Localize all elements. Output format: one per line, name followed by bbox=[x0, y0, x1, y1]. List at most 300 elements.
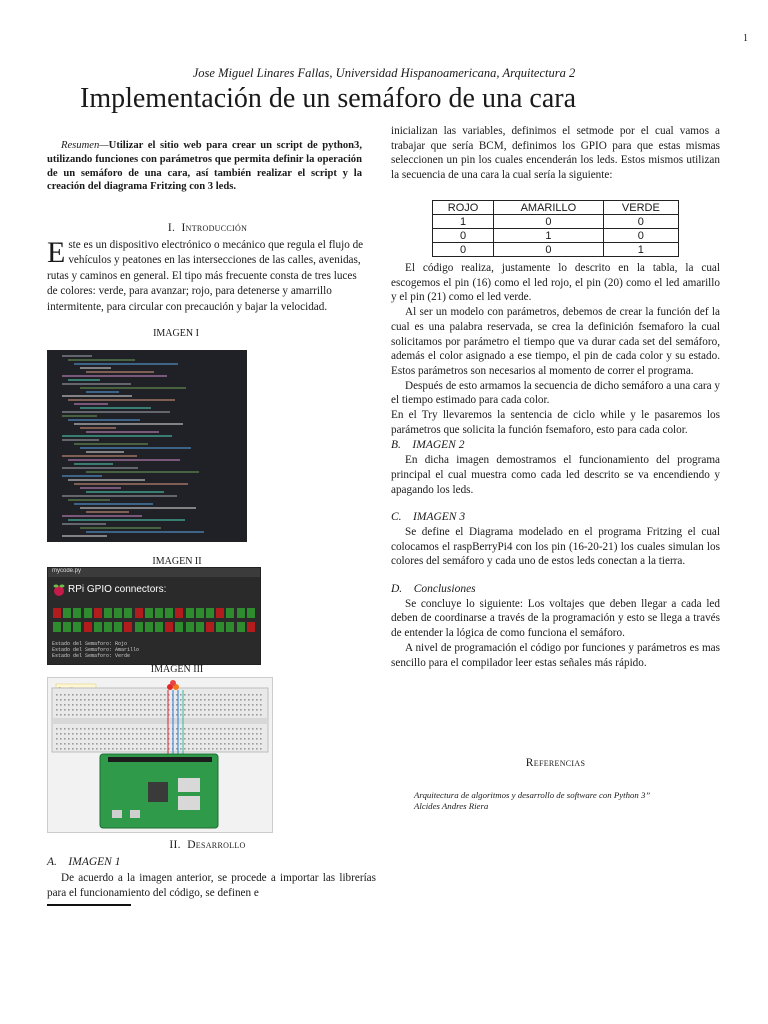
breadboard-hole bbox=[228, 699, 230, 701]
code-line bbox=[68, 379, 100, 381]
breadboard-hole bbox=[56, 728, 58, 730]
references-heading: Referencias bbox=[525, 757, 586, 769]
breadboard-hole bbox=[224, 728, 226, 730]
page-number: 1 bbox=[743, 33, 748, 44]
breadboard-hole bbox=[212, 714, 214, 716]
breadboard-hole bbox=[72, 728, 74, 730]
breadboard-hole bbox=[252, 748, 254, 750]
breadboard-hole bbox=[232, 694, 234, 696]
breadboard-hole bbox=[188, 748, 190, 750]
breadboard-hole bbox=[148, 738, 150, 740]
breadboard-hole bbox=[240, 709, 242, 711]
gpio-pin bbox=[124, 622, 132, 632]
breadboard-hole bbox=[136, 748, 138, 750]
breadboard-hole bbox=[196, 714, 198, 716]
breadboard-hole bbox=[184, 709, 186, 711]
breadboard-hole bbox=[248, 738, 250, 740]
breadboard-hole bbox=[140, 743, 142, 745]
paragraph: Se define el Diagrama modelado en el programa Fritzing el cual colocamos el raspBerryPi4 con los pin (16-20-21) los cuales simulan los colores del semáforo y cada uno de estos leds conectan a la tierra. bbox=[391, 525, 720, 568]
breadboard-hole bbox=[116, 709, 118, 711]
breadboard-hole bbox=[240, 699, 242, 701]
breadboard-hole bbox=[84, 738, 86, 740]
gpio-pin bbox=[216, 608, 224, 618]
breadboard-hole bbox=[232, 748, 234, 750]
breadboard-hole bbox=[244, 699, 246, 701]
breadboard-hole bbox=[200, 709, 202, 711]
breadboard-hole bbox=[144, 738, 146, 740]
table-row bbox=[433, 243, 679, 257]
breadboard-hole bbox=[236, 704, 238, 706]
gpio-pin bbox=[175, 608, 183, 618]
breadboard-hole bbox=[128, 743, 130, 745]
breadboard-hole bbox=[232, 704, 234, 706]
breadboard-hole bbox=[164, 699, 166, 701]
code-line bbox=[62, 495, 177, 497]
breadboard-hole bbox=[88, 699, 90, 701]
table-cell: 0 bbox=[494, 243, 604, 257]
breadboard-hole bbox=[76, 709, 78, 711]
breadboard-hole bbox=[132, 714, 134, 716]
code-line bbox=[62, 435, 172, 437]
gpio-pin bbox=[145, 622, 153, 632]
breadboard-hole bbox=[120, 694, 122, 696]
breadboard-hole bbox=[136, 699, 138, 701]
breadboard-hole bbox=[204, 733, 206, 735]
breadboard-hole bbox=[152, 748, 154, 750]
breadboard-hole bbox=[256, 743, 258, 745]
breadboard-hole bbox=[64, 704, 66, 706]
gpio-pin bbox=[94, 622, 102, 632]
breadboard-hole bbox=[92, 699, 94, 701]
breadboard-hole bbox=[72, 699, 74, 701]
code-line bbox=[80, 367, 111, 369]
breadboard-hole bbox=[64, 699, 66, 701]
breadboard-hole bbox=[88, 728, 90, 730]
code-line bbox=[62, 535, 107, 537]
breadboard-hole bbox=[96, 733, 98, 735]
breadboard-hole bbox=[100, 699, 102, 701]
breadboard-hole bbox=[236, 748, 238, 750]
breadboard-hole bbox=[108, 748, 110, 750]
breadboard-hole bbox=[200, 704, 202, 706]
breadboard-hole bbox=[124, 704, 126, 706]
breadboard-hole bbox=[104, 694, 106, 696]
breadboard-hole bbox=[192, 704, 194, 706]
breadboard-hole bbox=[152, 714, 154, 716]
breadboard-hole bbox=[160, 699, 162, 701]
breadboard-hole bbox=[80, 714, 82, 716]
breadboard-hole bbox=[84, 709, 86, 711]
breadboard-hole bbox=[176, 709, 178, 711]
breadboard-hole bbox=[120, 743, 122, 745]
breadboard-hole bbox=[68, 748, 70, 750]
breadboard-hole bbox=[156, 743, 158, 745]
breadboard-hole bbox=[116, 694, 118, 696]
breadboard-hole bbox=[108, 738, 110, 740]
breadboard-hole bbox=[80, 709, 82, 711]
breadboard-hole bbox=[148, 728, 150, 730]
breadboard-hole bbox=[160, 694, 162, 696]
figure-3-fritzing-diagram bbox=[47, 677, 273, 833]
breadboard-hole bbox=[92, 743, 94, 745]
breadboard-hole bbox=[236, 709, 238, 711]
breadboard-hole bbox=[200, 733, 202, 735]
breadboard-hole bbox=[204, 694, 206, 696]
breadboard-hole bbox=[76, 728, 78, 730]
breadboard-hole bbox=[184, 728, 186, 730]
breadboard-hole bbox=[128, 733, 130, 735]
breadboard-hole bbox=[192, 709, 194, 711]
breadboard-hole bbox=[216, 748, 218, 750]
subsection-b-heading bbox=[391, 438, 720, 453]
breadboard-hole bbox=[148, 704, 150, 706]
breadboard-hole bbox=[208, 704, 210, 706]
subsection-b-letter: B. bbox=[391, 439, 401, 452]
code-line bbox=[68, 399, 175, 401]
breadboard-hole bbox=[136, 743, 138, 745]
breadboard-hole bbox=[176, 738, 178, 740]
breadboard-hole bbox=[84, 704, 86, 706]
breadboard-hole bbox=[124, 743, 126, 745]
figure-3-label: IMAGEN III bbox=[150, 664, 204, 675]
breadboard-hole bbox=[112, 733, 114, 735]
breadboard-hole bbox=[240, 704, 242, 706]
breadboard-hole bbox=[72, 714, 74, 716]
gpio-pin bbox=[73, 608, 81, 618]
paragraph: En dicha imagen demostramos el funcionamiento del programa principal el cual muestra como cada led descrito se va encendiendo y apagando los leds. bbox=[391, 454, 720, 496]
breadboard-hole bbox=[164, 743, 166, 745]
breadboard-hole bbox=[160, 728, 162, 730]
breadboard-hole bbox=[188, 743, 190, 745]
breadboard-hole bbox=[76, 743, 78, 745]
breadboard-hole bbox=[64, 743, 66, 745]
breadboard-hole bbox=[248, 699, 250, 701]
breadboard-hole bbox=[108, 714, 110, 716]
code-line bbox=[74, 503, 153, 505]
breadboard-hole bbox=[136, 694, 138, 696]
breadboard-hole bbox=[76, 714, 78, 716]
breadboard-hole bbox=[104, 743, 106, 745]
breadboard-hole bbox=[156, 694, 158, 696]
breadboard-hole bbox=[128, 728, 130, 730]
breadboard-hole bbox=[128, 748, 130, 750]
breadboard-hole bbox=[188, 728, 190, 730]
breadboard-hole bbox=[112, 743, 114, 745]
breadboard-hole bbox=[100, 728, 102, 730]
abstract-text: Utilizar el sitio web para crear un script de python3, utilizando funciones con parámetros que permita definir la operación de un semáforo de una cara, así también realizar el script y la creación del diagrama Fritzing con 3 leds. bbox=[47, 140, 362, 193]
breadboard-hole bbox=[60, 728, 62, 730]
footnote-rule bbox=[47, 904, 131, 906]
breadboard-hole bbox=[240, 733, 242, 735]
breadboard-hole bbox=[116, 748, 118, 750]
breadboard-hole bbox=[240, 694, 242, 696]
breadboard-hole bbox=[256, 709, 258, 711]
breadboard-hole bbox=[144, 743, 146, 745]
breadboard-hole bbox=[160, 743, 162, 745]
abstract-dash: — bbox=[99, 140, 109, 151]
breadboard-hole bbox=[100, 743, 102, 745]
breadboard-hole bbox=[116, 699, 118, 701]
code-line bbox=[74, 363, 178, 365]
breadboard-hole bbox=[72, 743, 74, 745]
breadboard-hole bbox=[68, 704, 70, 706]
code-line bbox=[86, 371, 154, 373]
table-cell: 0 bbox=[433, 243, 494, 257]
breadboard-hole bbox=[56, 704, 58, 706]
breadboard-hole bbox=[84, 733, 86, 735]
gpio-pin bbox=[135, 622, 143, 632]
breadboard-hole bbox=[236, 699, 238, 701]
breadboard-hole bbox=[204, 714, 206, 716]
breadboard-hole bbox=[124, 709, 126, 711]
code-line bbox=[86, 531, 204, 533]
code-line bbox=[62, 415, 97, 417]
code-line bbox=[62, 375, 167, 377]
gpio-pin bbox=[237, 608, 245, 618]
breadboard-hole bbox=[88, 709, 90, 711]
breadboard-hole bbox=[100, 694, 102, 696]
code-line bbox=[86, 451, 124, 453]
breadboard-hole bbox=[260, 704, 262, 706]
subsection-c-title: IMAGEN 3 bbox=[413, 511, 466, 524]
breadboard-hole bbox=[120, 748, 122, 750]
breadboard-hole bbox=[208, 743, 210, 745]
breadboard-hole bbox=[224, 699, 226, 701]
table-cell: 1 bbox=[433, 215, 494, 229]
breadboard-hole bbox=[68, 728, 70, 730]
breadboard-hole bbox=[248, 709, 250, 711]
raspberry-logo-icon bbox=[52, 583, 66, 597]
breadboard-hole bbox=[156, 733, 158, 735]
breadboard-hole bbox=[256, 738, 258, 740]
breadboard-hole bbox=[184, 738, 186, 740]
gpio-pin bbox=[73, 622, 81, 632]
gpio-title: RPi GPIO connectors: bbox=[68, 584, 167, 595]
breadboard-hole bbox=[176, 714, 178, 716]
breadboard-hole bbox=[92, 709, 94, 711]
breadboard-hole bbox=[200, 694, 202, 696]
gpio-pin bbox=[124, 608, 132, 618]
table-cell: 1 bbox=[603, 243, 678, 257]
breadboard-hole bbox=[188, 709, 190, 711]
breadboard-hole bbox=[232, 699, 234, 701]
breadboard-hole bbox=[228, 728, 230, 730]
section-1-heading bbox=[47, 222, 368, 234]
breadboard-hole bbox=[252, 699, 254, 701]
breadboard-hole bbox=[104, 709, 106, 711]
breadboard-hole bbox=[132, 743, 134, 745]
breadboard-hole bbox=[64, 709, 66, 711]
breadboard-hole bbox=[128, 699, 130, 701]
breadboard-hole bbox=[92, 728, 94, 730]
column-header: VERDE bbox=[603, 201, 678, 215]
breadboard-hole bbox=[200, 728, 202, 730]
breadboard-hole bbox=[160, 704, 162, 706]
breadboard-hole bbox=[216, 709, 218, 711]
breadboard-hole bbox=[148, 748, 150, 750]
figure-2-label: IMAGEN II bbox=[152, 556, 202, 567]
breadboard-hole bbox=[196, 743, 198, 745]
breadboard-hole bbox=[88, 738, 90, 740]
breadboard-hole bbox=[200, 743, 202, 745]
breadboard-hole bbox=[232, 728, 234, 730]
paragraph: Después de esto armamos la secuencia de dicho semáforo a una cara y el tiempo estimado para cada color. bbox=[391, 379, 720, 407]
breadboard-hole bbox=[228, 733, 230, 735]
breadboard-hole bbox=[80, 738, 82, 740]
breadboard-hole bbox=[60, 743, 62, 745]
breadboard-hole bbox=[244, 743, 246, 745]
paragraph: El código realiza, justamente lo descrito en la tabla, la cual escogemos el pin (16) como el led rojo, el pin (20) como el led amarillo y el pin (21) como el led verde. bbox=[391, 262, 720, 304]
table-cell: 0 bbox=[494, 215, 604, 229]
breadboard-hole bbox=[216, 699, 218, 701]
breadboard-hole bbox=[196, 699, 198, 701]
breadboard-hole bbox=[232, 738, 234, 740]
breadboard-hole bbox=[84, 714, 86, 716]
breadboard-hole bbox=[248, 704, 250, 706]
gpio-pin bbox=[104, 622, 112, 632]
breadboard-hole bbox=[156, 738, 158, 740]
breadboard-hole bbox=[156, 748, 158, 750]
breadboard-hole bbox=[260, 709, 262, 711]
breadboard-hole bbox=[224, 733, 226, 735]
breadboard-hole bbox=[92, 694, 94, 696]
gpio-pin bbox=[135, 608, 143, 618]
breadboard-hole bbox=[128, 714, 130, 716]
subsection-b-title: IMAGEN 2 bbox=[412, 439, 465, 452]
breadboard-hole bbox=[240, 714, 242, 716]
breadboard-hole bbox=[220, 733, 222, 735]
breadboard-hole bbox=[144, 733, 146, 735]
breadboard-hole bbox=[72, 704, 74, 706]
paragraph: En el Try llevaremos la sentencia de ciclo while y le pasaremos los parámetros que solicita la función fsemaforo, esto para cada color. bbox=[391, 409, 720, 436]
breadboard-hole bbox=[60, 704, 62, 706]
breadboard-hole bbox=[208, 699, 210, 701]
gpio-pin bbox=[196, 608, 204, 618]
breadboard-hole bbox=[188, 699, 190, 701]
breadboard-hole bbox=[68, 714, 70, 716]
breadboard-hole bbox=[152, 743, 154, 745]
breadboard-hole bbox=[208, 714, 210, 716]
breadboard-hole bbox=[152, 733, 154, 735]
breadboard-hole bbox=[184, 733, 186, 735]
gpio-pin bbox=[175, 622, 183, 632]
breadboard-hole bbox=[200, 748, 202, 750]
gpio-pin bbox=[247, 622, 255, 632]
breadboard-hole bbox=[56, 699, 58, 701]
breadboard-hole bbox=[192, 714, 194, 716]
breadboard-hole bbox=[112, 699, 114, 701]
gpio-pin bbox=[155, 608, 163, 618]
breadboard-hole bbox=[160, 733, 162, 735]
breadboard-hole bbox=[200, 738, 202, 740]
breadboard-hole bbox=[124, 748, 126, 750]
breadboard-hole bbox=[160, 714, 162, 716]
console-line: Estado del Semaforo: Rojo bbox=[52, 641, 128, 647]
breadboard-hole bbox=[92, 748, 94, 750]
breadboard-hole bbox=[196, 748, 198, 750]
code-line bbox=[62, 383, 131, 385]
breadboard-hole bbox=[100, 733, 102, 735]
breadboard-hole bbox=[252, 709, 254, 711]
breadboard-hole bbox=[120, 728, 122, 730]
breadboard-hole bbox=[244, 738, 246, 740]
breadboard-hole bbox=[140, 714, 142, 716]
breadboard-hole bbox=[240, 748, 242, 750]
breadboard-hole bbox=[176, 733, 178, 735]
breadboard-hole bbox=[180, 709, 182, 711]
breadboard-hole bbox=[132, 694, 134, 696]
breadboard-hole bbox=[252, 728, 254, 730]
breadboard-hole bbox=[208, 738, 210, 740]
code-line bbox=[74, 423, 183, 425]
breadboard-hole bbox=[176, 743, 178, 745]
breadboard-hole bbox=[176, 699, 178, 701]
breadboard-hole bbox=[228, 714, 230, 716]
breadboard-hole bbox=[256, 733, 258, 735]
breadboard-hole bbox=[148, 709, 150, 711]
breadboard-hole bbox=[56, 743, 58, 745]
gpio-pin bbox=[165, 622, 173, 632]
code-line bbox=[62, 467, 138, 469]
breadboard-hole bbox=[180, 714, 182, 716]
code-line bbox=[68, 459, 180, 461]
code-line bbox=[68, 479, 145, 481]
table-row bbox=[433, 215, 679, 229]
breadboard-hole bbox=[164, 738, 166, 740]
gpio-console bbox=[52, 641, 139, 659]
breadboard-hole bbox=[228, 709, 230, 711]
breadboard-hole bbox=[136, 704, 138, 706]
breadboard-hole bbox=[140, 704, 142, 706]
subsection-d-title: Conclusiones bbox=[413, 583, 476, 596]
breadboard-hole bbox=[188, 714, 190, 716]
table-cell: 1 bbox=[494, 229, 604, 243]
breadboard-hole bbox=[208, 694, 210, 696]
breadboard-hole bbox=[244, 748, 246, 750]
breadboard-hole bbox=[156, 728, 158, 730]
breadboard-hole bbox=[164, 709, 166, 711]
breadboard-hole bbox=[188, 738, 190, 740]
gpio-pin bbox=[114, 608, 122, 618]
breadboard-hole bbox=[180, 728, 182, 730]
breadboard-hole bbox=[204, 748, 206, 750]
breadboard-hole bbox=[160, 738, 162, 740]
breadboard-hole bbox=[120, 733, 122, 735]
subsection-d-heading bbox=[391, 582, 720, 597]
breadboard-hole bbox=[232, 709, 234, 711]
code-line bbox=[68, 419, 140, 421]
breadboard-hole bbox=[244, 709, 246, 711]
figure-2-gpio-screenshot bbox=[47, 567, 261, 665]
breadboard-hole bbox=[140, 709, 142, 711]
breadboard-hole bbox=[56, 714, 58, 716]
breadboard-hole bbox=[108, 699, 110, 701]
breadboard-hole bbox=[192, 748, 194, 750]
figure-1-code-screenshot bbox=[47, 350, 247, 542]
breadboard-hole bbox=[140, 748, 142, 750]
breadboard-hole bbox=[104, 738, 106, 740]
breadboard-hole bbox=[192, 733, 194, 735]
gpio-pin bbox=[226, 622, 234, 632]
paragraph: inicializan las variables, definimos el setmode por el cual vamos a trabajar que sería BCM, definimos los GPIO para que estas mismas seleccionen un pin los cuales encenderán los leds. Estos mismos utilizan la secuencia de una cara la cual sería la siguiente: bbox=[391, 125, 720, 181]
breadboard-hole bbox=[128, 709, 130, 711]
code-line bbox=[80, 447, 191, 449]
breadboard-hole bbox=[220, 748, 222, 750]
breadboard-hole bbox=[104, 733, 106, 735]
subsection-a-title: IMAGEN 1 bbox=[68, 856, 121, 868]
gpio-tab-label: mycode.py bbox=[52, 568, 82, 574]
breadboard-hole bbox=[108, 728, 110, 730]
